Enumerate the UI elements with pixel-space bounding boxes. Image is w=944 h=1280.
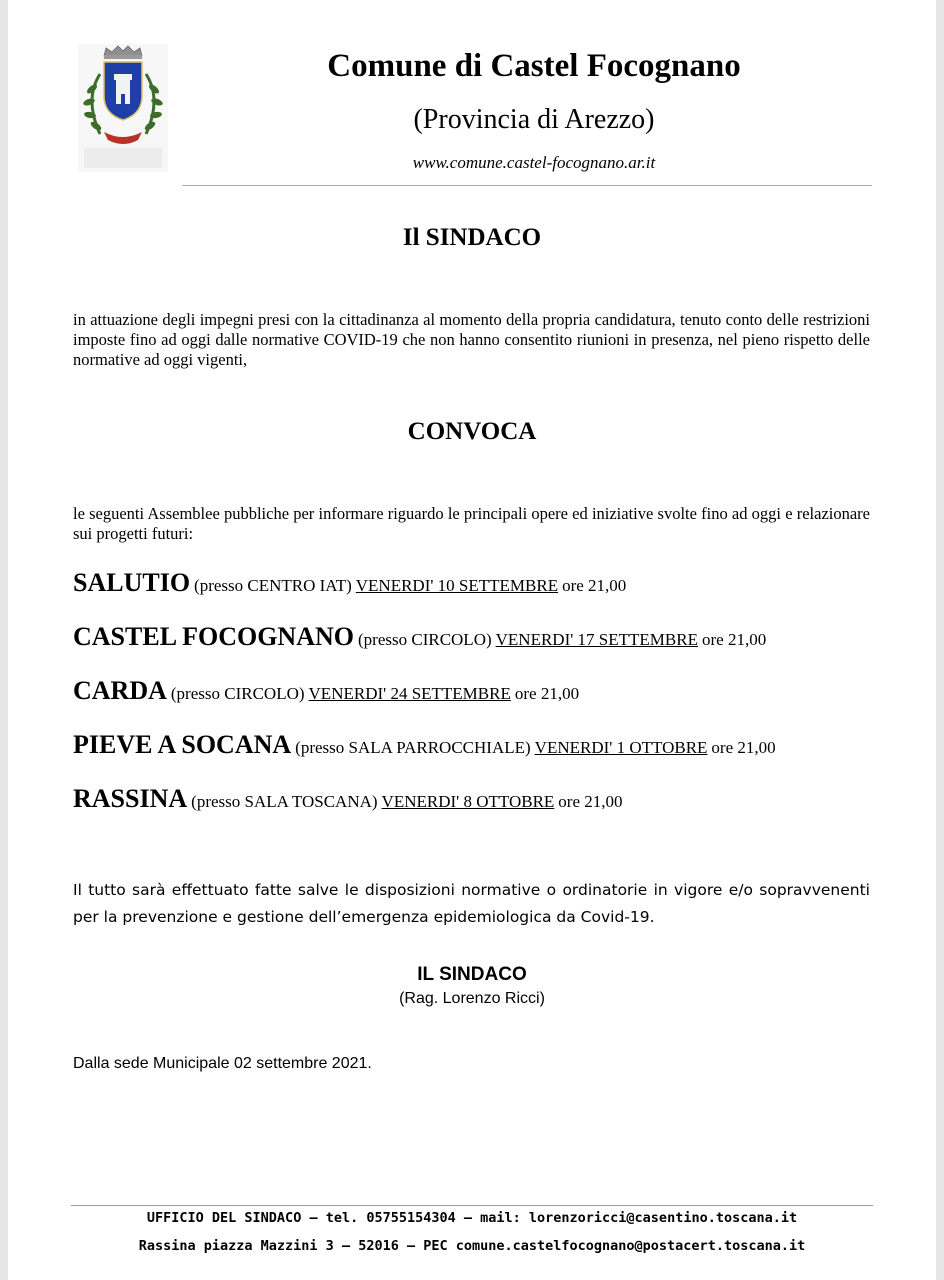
footer-contacts: UFFICIO DEL SINDACO – tel. 05755154304 – mail: lorenzoricci@casentino.toscana.it [146,1210,798,1226]
meeting-venue: (presso CIRCOLO) [170,684,305,703]
meeting-place: PIEVE A SOCANA [73,730,292,759]
province-subtitle: (Provincia di Arezzo) [413,104,655,135]
meeting-date: VENERDI' 1 OTTOBRE [534,738,708,757]
footer-address: Rassina piazza Mazzini 3 – 52016 – PEC comune.castelfocognano@postacert.toscana.it [138,1238,806,1254]
meeting-item [73,622,766,652]
signature-title: IL SINDACO [417,964,527,985]
meeting-time: ore 21,00 [514,684,580,703]
meeting-place: SALUTIO [73,568,191,597]
meeting-time: ore 21,00 [701,630,767,649]
meeting-item [73,568,626,598]
meeting-time: ore 21,00 [562,576,627,595]
meeting-date: VENERDI' 17 SETTEMBRE [495,630,698,649]
meeting-venue: (presso SALA PARROCCHIALE) [295,738,531,757]
website-link[interactable]: www.comune.castel-focognano.ar.it [412,153,656,172]
meeting-place: RASSINA [73,784,188,813]
covid-note-paragraph: Il tutto sarà effettuato fatte salve le disposizioni normative o ordinatorie in vigore e/o sopravvenenti per la prevenzione e gestione dell’emergenza epidemiologica da Covid-19. [73,881,870,926]
meeting-item [73,676,579,706]
convoca-heading: CONVOCA [407,418,537,445]
meeting-venue: (presso CENTRO IAT) [194,576,352,595]
footer-divider [71,1205,873,1206]
meeting-date: VENERDI' 24 SETTEMBRE [308,684,511,703]
municipality-title: Comune di Castel Focognano [327,48,741,84]
document-page [8,0,936,1280]
meeting-date: VENERDI' 10 SETTEMBRE [355,576,559,595]
meeting-date: VENERDI' 8 OTTOBRE [381,792,555,811]
meeting-time: ore 21,00 [558,792,623,811]
meeting-place: CASTEL FOCOGNANO [73,622,354,651]
meeting-item [73,784,623,814]
meeting-item [73,730,776,760]
body-paragraph: le seguenti Assemblee pubbliche per informare riguardo le principali opere ed iniziative svolte fino ad oggi e relazionare sui progetti futuri: [73,504,870,543]
mayor-heading: Il SINDACO [402,224,542,251]
meeting-venue: (presso CIRCOLO) [358,630,492,649]
meeting-place: CARDA [73,676,167,705]
meeting-time: ore 21,00 [711,738,776,757]
header-divider [182,185,872,186]
intro-paragraph: in attuazione degli impegni presi con la cittadinanza al momento della propria candidatura, tenuto conto delle restrizioni imposte fino ad oggi dalle normative COVID-19 che non hanno consentito riunioni in presenza, nel pieno rispetto delle normative ad oggi vigenti, [73,310,870,369]
date-line: Dalla sede Municipale 02 settembre 2021. [73,1055,372,1072]
municipal-crest-logo [74,44,172,172]
meeting-venue: (presso SALA TOSCANA) [191,792,378,811]
signature-name: (Rag. Lorenzo Ricci) [399,990,545,1007]
